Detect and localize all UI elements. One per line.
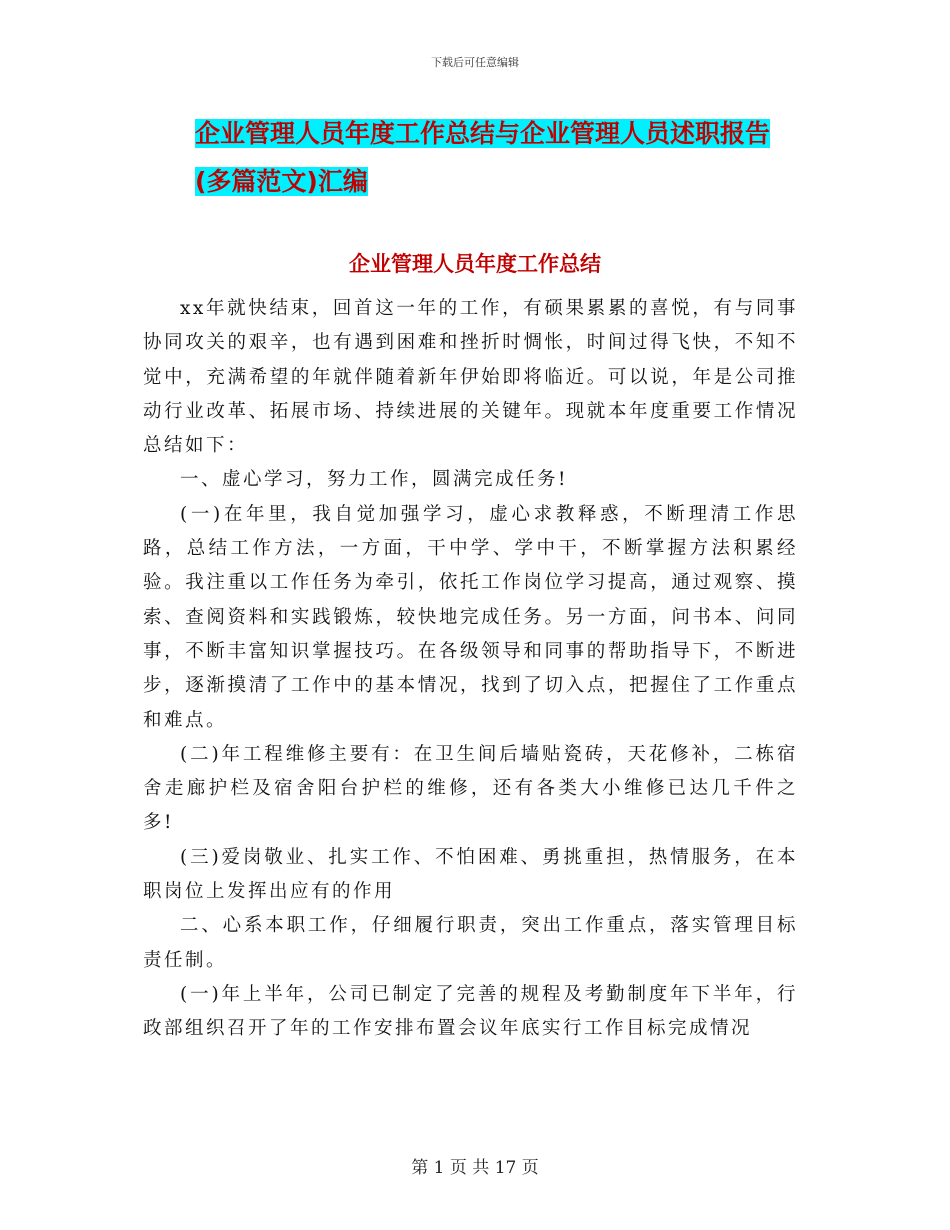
document-body [143, 292, 798, 1047]
paragraph: 二、心系本职工作，仔细履行职责，突出工作重点，落实管理目标责任制。 [143, 915, 798, 971]
section-title: 企业管理人员年度工作总结 [349, 252, 601, 276]
paragraph: xx年就快结束，回首这一年的工作，有硕果累累的喜悦，有与同事协同攻关的艰辛，也有遇到困难和挫折时惆怅，时间过得飞快，不知不觉中，充满希望的年就伴随着新年伊始即将临近。可以说，年是公司推动行业改革、拓展市场、持续进展的关键年。现就本年度重要工作情况总结如下： [143, 298, 798, 457]
page-number: 第 1 页 共 17 页 [411, 1158, 539, 1178]
paragraph: (二)年工程维修主要有：在卫生间后墙贴瓷砖，天花修补，二栋宿舍走廊护栏及宿舍阳台护栏的维修，还有各类大小维修已达几千件之多! [143, 743, 798, 834]
paragraph: 一、虚心学习，努力工作，圆满完成任务! [180, 469, 568, 491]
paragraph: (三)爱岗敬业、扎实工作、不怕困难、勇挑重担，热情服务，在本职岗位上发挥出应有的作用 [143, 846, 798, 903]
paragraph: (一)在年里，我自觉加强学习，虚心求教释惑，不断理清工作思路，总结工作方法，一方面，干中学、学中干，不断掌握方法积累经验。我注重以工作任务为牵引，依托工作岗位学习提高，通过观察、摸索、查阅资料和实践锻炼，较快地完成任务。另一方面，问书本、问同事，不断丰富知识掌握技巧。在各级领导和同事的帮助指导下，不断进步，逐渐摸清了工作中的基本情况，找到了切入点，把握住了工作重点和难点。 [143, 503, 798, 731]
paragraph: (一)年上半年，公司已制定了完善的规程及考勤制度年下半年，行政部组织召开了年的工作安排布置会议年底实行工作目标完成情况 [143, 983, 798, 1040]
document-title-line-2: (多篇范文)汇编 [195, 167, 368, 196]
document-title-line-1: 企业管理人员年度工作总结与企业管理人员述职报告 [195, 119, 771, 148]
document-title [195, 110, 815, 206]
header-note: 下载后可任意编辑 [431, 56, 519, 69]
